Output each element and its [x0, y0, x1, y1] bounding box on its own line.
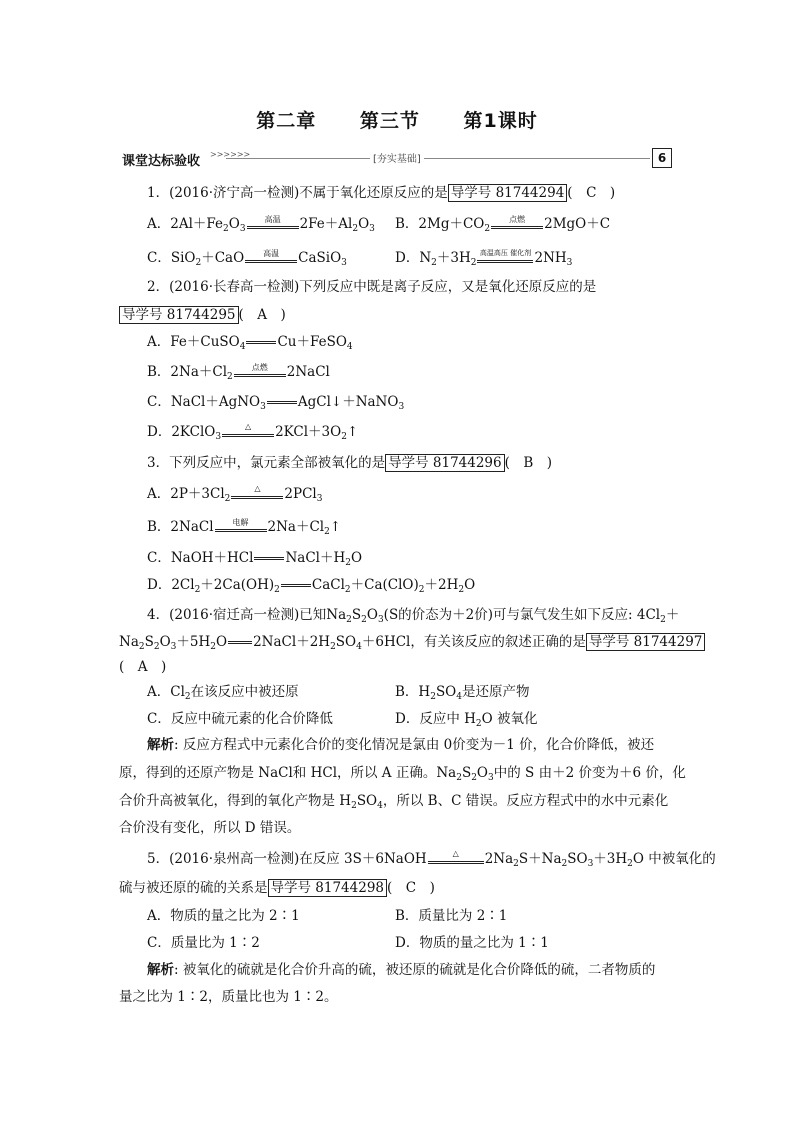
q5-option-a: A．物质的量之比为 2∶1	[147, 908, 300, 924]
analysis-label: 解析	[147, 737, 174, 753]
reaction-arrow: 高温	[247, 218, 299, 232]
q2-option-c: C．NaCl＋AgNO$_3$ AgCl↓＋NaNO$_3$	[147, 394, 405, 412]
q1-option-a: A．$2Al+Fe_2O_3$ 高温 $2Fe+Al_2O_3$	[147, 214, 375, 234]
equals-sign	[281, 584, 311, 587]
lesson-title: 第1课时	[463, 110, 538, 132]
q5-guide-tag[interactable]: 导学号 81744298	[268, 879, 388, 897]
analysis-label: 解析	[147, 962, 174, 978]
section-title: 第三节	[359, 110, 420, 132]
q3-answer: ( B )	[504, 455, 553, 471]
q3-option-a: A．$2P+3Cl_2$ △ 2PCl$_3$	[147, 483, 323, 504]
q1-answer: ( C )	[567, 185, 616, 201]
q2-answer: ( A )	[238, 307, 286, 323]
q4-option-a: A．$Cl_2$在该反应中被还原	[147, 684, 299, 702]
q4-analysis-line2: 原，得到的还原产物是 NaCl和 HCl，所以 A 正确。$Na_2S_2O_3$中的 S 由＋2 价变为＋6 价，化	[119, 765, 686, 783]
q2-option-a: A．Fe＋CuSO$_4$ Cu＋FeSO$_4$	[147, 334, 353, 352]
q4-stem-line2: $Na_2S_2O_3+5H_2O$ $2NaCl+2H_2SO_4+6HCl$，有关该反应的叙述正确的是 导学号 81744297	[119, 630, 705, 652]
q4-analysis-line4: 合价没有变化，所以 D 错误。	[119, 820, 301, 836]
reaction-arrow: 点燃	[234, 366, 286, 380]
q1-option-b: B．$2Mg+CO_2$ 点燃 2MgO＋C	[395, 214, 611, 234]
reaction-arrow: △	[231, 488, 283, 502]
q2-guide-tag[interactable]: 导学号 81744295	[119, 306, 239, 324]
reaction-arrow: △	[222, 426, 274, 440]
q5-option-b: B．质量比为 2∶1	[395, 908, 508, 924]
q4-analysis-line1: 解析: 反应方程式中元素化合价的变化情况是氯由 0价变为－1 价，化合价降低，被还	[147, 737, 655, 753]
q4-analysis-line3: 合价升高被氧化，得到的氧化产物是 $H_2SO_4$，所以 B、C 错误。反应方程式中的水中元素化	[119, 793, 669, 811]
q4-stem: 4．(2016·宿迁高一检测)已知$Na_2S_2O_3(S$的价态为＋2价)可与氯气发生如下反应: $4Cl_2+$	[147, 607, 680, 625]
reaction-arrow: 电解	[215, 521, 267, 535]
banner-arrows-icon: >>>>>>	[210, 150, 251, 159]
q4-option-d: D．反应中 $H_2O$ 被氧化	[395, 711, 538, 729]
reaction-arrow: △	[428, 853, 484, 867]
q4-option-c: C．反应中硫元素的化合价降低	[147, 711, 333, 727]
q5-answer: ( C )	[387, 880, 435, 896]
q1-option-d: D．$N_2+3H_2$ 高温高压 催化剂 $2NH_3$	[395, 248, 573, 268]
banner-subtitle: [夯实基础]	[370, 150, 424, 165]
q5-stem: 5．(2016·泉州高一检测)在反应 3S＋6NaOH △ $2Na_2S+Na_2SO_3+3H_2O$ 中被氧化的	[147, 848, 716, 869]
q3-guide-tag[interactable]: 导学号 81744296	[385, 454, 505, 472]
q5-analysis-line1: 解析: 被氧化的硫就是化合价升高的硫，被还原的硫就是化合价降低的硫，二者物质的	[147, 962, 656, 978]
q4-option-b: B．$H_2SO_4$是还原产物	[395, 684, 530, 702]
equals-sign	[246, 341, 276, 344]
q5-analysis-line2: 量之比为 1∶2，质量比也为 1∶2。	[119, 989, 338, 1005]
equals-sign	[254, 557, 284, 560]
q2-option-b: B．$2Na+Cl_2$ 点燃 2NaCl	[147, 362, 330, 382]
q2-stem: 2．(2016·长春高一检测)下列反应中既是离子反应，又是氧化还原反应的是	[147, 279, 597, 295]
banner-label: 课堂达标验收	[122, 154, 201, 169]
q3-option-c: C．NaOH＋HCl $NaCl+H_2O$	[147, 550, 363, 568]
q4-answer: ( A )	[119, 659, 167, 675]
banner-divider	[226, 158, 650, 159]
q5-stem-line2: 硫与被还原的硫的关系是 导学号 81744298 ( C )	[119, 880, 435, 896]
q5-option-d: D．物质的量之比为 1∶1	[395, 935, 549, 951]
q3-option-b: B．2NaCl 电解 $2Na+Cl_2↑$	[147, 517, 342, 537]
q1-guide-tag[interactable]: 导学号 81744294	[448, 184, 568, 202]
section-banner	[118, 149, 672, 169]
q2-option-d: D．2KClO$_3$ △ $2KCl+3O_2↑$	[147, 421, 359, 442]
q1-stem: 1．(2016·济宁高一检测)不属于氧化还原反应的是 导学号 81744294 ( C )	[147, 185, 616, 201]
q5-option-c: C．质量比为 1∶2	[147, 935, 260, 951]
q3-option-d: D．$2Cl_2+2Ca(OH)_2$ $CaCl_2+Ca(ClO)_2+2H_2O$	[147, 577, 476, 595]
q1-option-c: C．SiO$_2$＋CaO 高温 CaSiO$_3$	[147, 248, 347, 268]
q3-stem: 3．下列反应中，氯元素全部被氧化的是 导学号 81744296 ( B )	[147, 455, 553, 471]
equals-sign	[267, 401, 297, 404]
reaction-arrow: 高温高压 催化剂	[477, 252, 533, 266]
chapter-title: 第二章	[256, 110, 317, 132]
reaction-arrow: 点燃	[491, 218, 543, 232]
reaction-arrow: 高温	[245, 252, 297, 266]
banner-number-badge: 6	[652, 148, 672, 168]
q4-guide-tag[interactable]: 导学号 81744297	[586, 633, 706, 651]
equals-sign	[228, 641, 252, 644]
q2-stem-line2	[119, 303, 286, 323]
page-title	[0, 106, 794, 133]
